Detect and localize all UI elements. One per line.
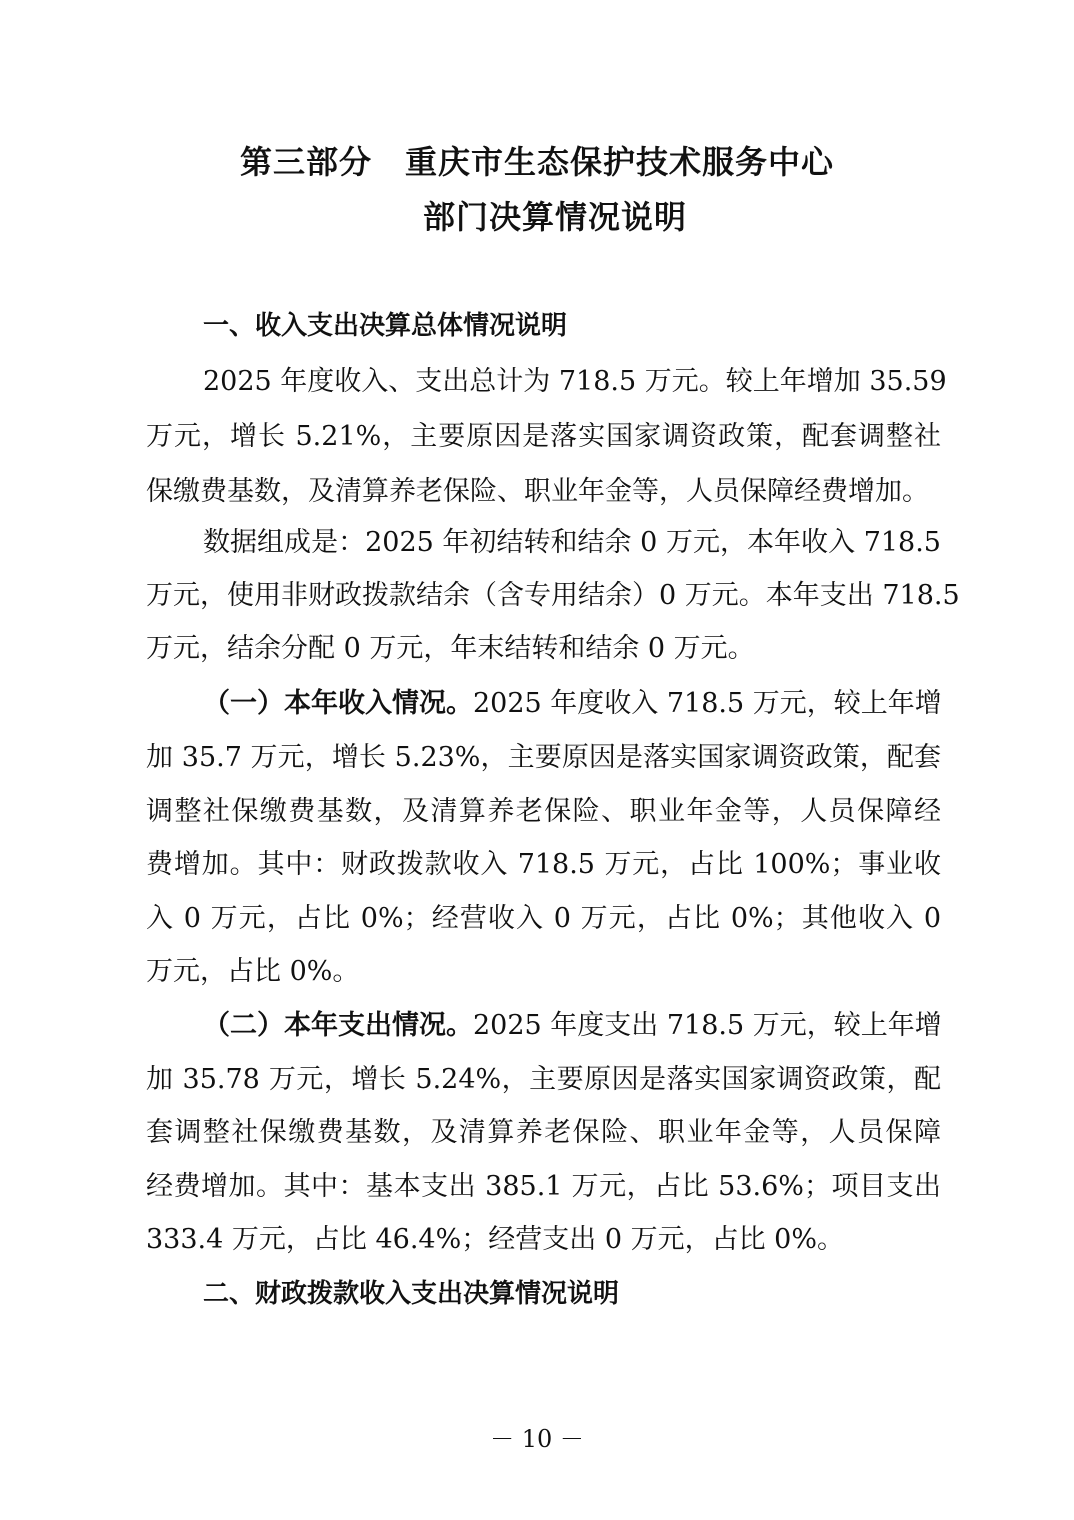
- paragraph-line: 万元，增长 5.21%，主要原因是落实国家调资政策，配套调整社: [146, 421, 941, 452]
- paragraph-line: 调整社保缴费基数，及清算养老保险、职业年金等，人员保障经: [146, 796, 941, 827]
- paragraph-line: 入 0 万元，占比 0%；经营收入 0 万元，占比 0%；其他收入 0: [146, 903, 941, 934]
- paragraph-line: 保缴费基数，及清算养老保险、职业年金等，人员保障经费增加。: [146, 476, 929, 507]
- paragraph-line: 万元，使用非财政拨款结余（含专用结余）0 万元。本年支出 718.5: [146, 580, 960, 611]
- document-title-line-2: 部门决算情况说明: [422, 198, 687, 236]
- document-title-line-1: 第三部分 重庆市生态保护技术服务中心: [239, 143, 834, 181]
- paragraph-line: 万元，占比 0%。: [146, 956, 360, 987]
- paragraph-line: 数据组成是：2025 年初结转和结余 0 万元，本年收入 718.5: [203, 527, 941, 558]
- income-subheading: （一）本年收入情况。: [203, 688, 473, 719]
- paragraph-line: 经费增加。其中：基本支出 385.1 万元，占比 53.6%；项目支出: [146, 1171, 941, 1202]
- paragraph-line: 加 35.78 万元，增长 5.24%，主要原因是落实国家调资政策，配: [146, 1064, 941, 1095]
- section-heading-1: 一、收入支出决算总体情况说明: [203, 311, 568, 341]
- page-number: － 10 －: [490, 1425, 584, 1453]
- paragraph-line: 套调整社保缴费基数，及清算养老保险、职业年金等，人员保障: [146, 1117, 941, 1148]
- section-heading-2: 二、财政拨款收入支出决算情况说明: [203, 1279, 620, 1309]
- paragraph-line: 2025 年度收入、支出总计为 718.5 万元。较上年增加 35.59: [203, 366, 947, 397]
- expense-text: 2025 年度支出 718.5 万元，较上年增: [473, 1010, 942, 1041]
- paragraph-line: 333.4 万元，占比 46.4%；经营支出 0 万元，占比 0%。: [146, 1224, 844, 1255]
- expense-paragraph-line-1: [203, 1008, 941, 1044]
- expense-subheading: （二）本年支出情况。: [203, 1010, 473, 1041]
- paragraph-line: 费增加。其中：财政拨款收入 718.5 万元，占比 100%；事业收: [146, 849, 941, 880]
- paragraph-line: 加 35.7 万元，增长 5.23%，主要原因是落实国家调资政策，配套: [146, 742, 941, 773]
- income-text: 2025 年度收入 718.5 万元，较上年增: [473, 688, 942, 719]
- income-paragraph-line-1: [203, 686, 941, 722]
- paragraph-line: 万元，结余分配 0 万元，年末结转和结余 0 万元。: [146, 633, 755, 664]
